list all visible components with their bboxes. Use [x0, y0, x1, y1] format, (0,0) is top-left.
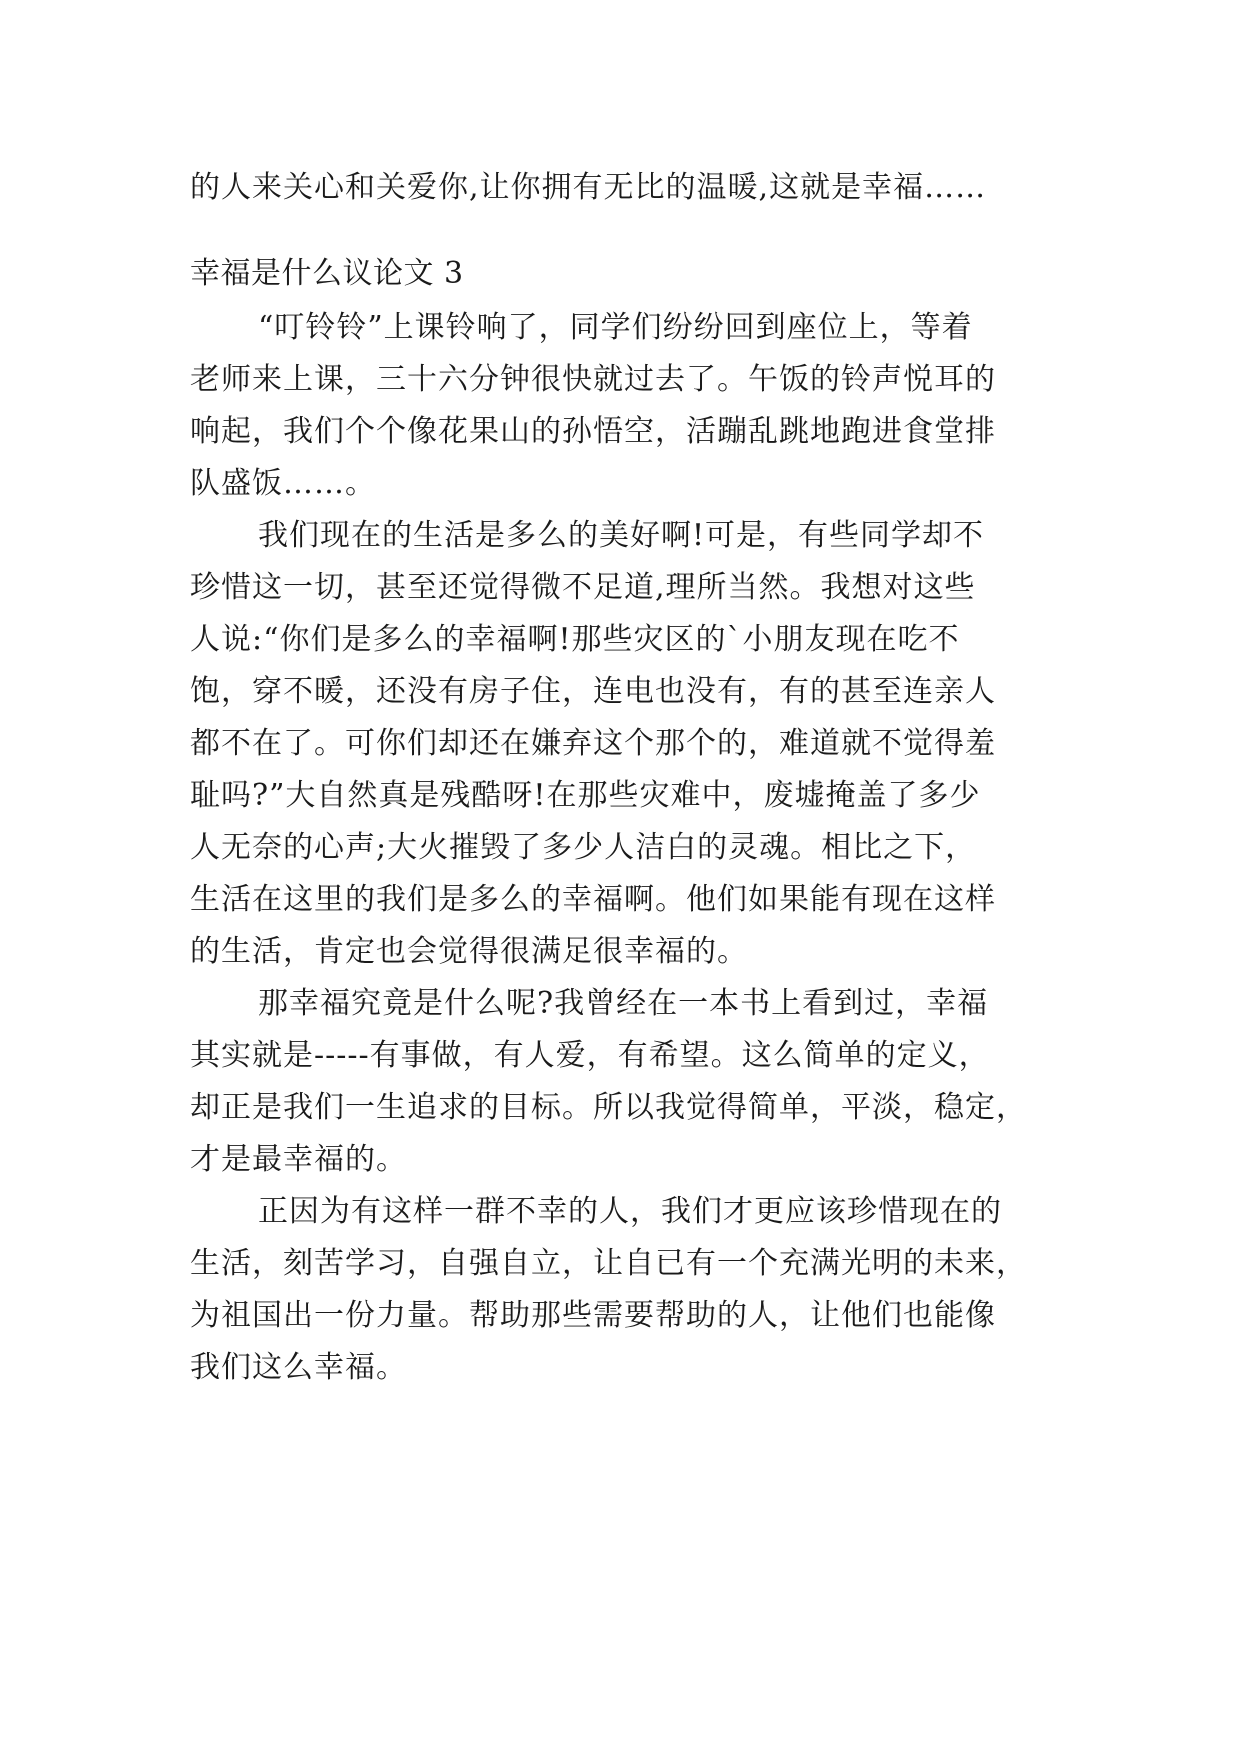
paragraph-line: 其实就是-----有事做，有人爱，有希望。这么简单的定义，: [190, 1038, 990, 1073]
paragraph-line: 响起，我们个个像花果山的孙悟空，活蹦乱跳地跑进食堂排: [190, 414, 996, 449]
paragraph-line: 珍惜这一切，甚至还觉得微不足道,理所当然。我想对这些: [190, 570, 976, 605]
paragraph-line: 为祖国出一份力量。帮助那些需要帮助的人，让他们也能像: [190, 1298, 996, 1333]
paragraph-line: 生活在这里的我们是多么的幸福啊。他们如果能有现在这样: [190, 882, 996, 917]
paragraph-line: “叮铃铃”上课铃响了，同学们纷纷回到座位上，等着: [258, 310, 973, 345]
paragraph-line: 饱，穿不暖，还没有房子住，连电也没有，有的甚至连亲人: [190, 674, 996, 709]
paragraph-line: 队盛饭……。: [190, 466, 376, 501]
paragraph-line: 才是最幸福的。: [190, 1142, 407, 1177]
paragraph-line: 老师来上课，三十六分钟很快就过去了。午饭的铃声悦耳的: [190, 362, 996, 397]
paragraph-line: 人无奈的心声;大火摧毁了多少人洁白的灵魂。相比之下，: [190, 830, 977, 865]
paragraph-line: 人说:“你们是多么的幸福啊!那些灾区的`小朋友现在吃不: [190, 622, 960, 657]
paragraph-line: 都不在了。可你们却还在嫌弃这个那个的，难道就不觉得羞: [190, 726, 996, 761]
paragraph-line: 我们现在的生活是多么的美好啊!可是，有些同学却不: [258, 518, 985, 553]
paragraph-line: 却正是我们一生追求的目标。所以我觉得简单，平淡，稳定，: [190, 1090, 1027, 1125]
paragraph-line: 的生活，肯定也会觉得很满足很幸福的。: [190, 934, 748, 969]
paragraph-line: 那幸福究竟是什么呢?我曾经在一本书上看到过，幸福: [258, 986, 989, 1021]
paragraph-line: 正因为有这样一群不幸的人，我们才更应该珍惜现在的: [258, 1194, 1002, 1229]
paragraph-line: 生活，刻苦学习，自强自立，让自已有一个充满光明的未来，: [190, 1246, 1027, 1281]
paragraph-line: 耻吗?”大自然真是残酷呀!在那些灾难中，废墟掩盖了多少: [190, 778, 981, 813]
intro-line: 的人来关心和关爱你,让你拥有无比的温暖,这就是幸福……: [190, 170, 987, 205]
paragraph-line: 我们这么幸福。: [190, 1350, 407, 1385]
section-title: 幸福是什么议论文 3: [190, 256, 464, 291]
